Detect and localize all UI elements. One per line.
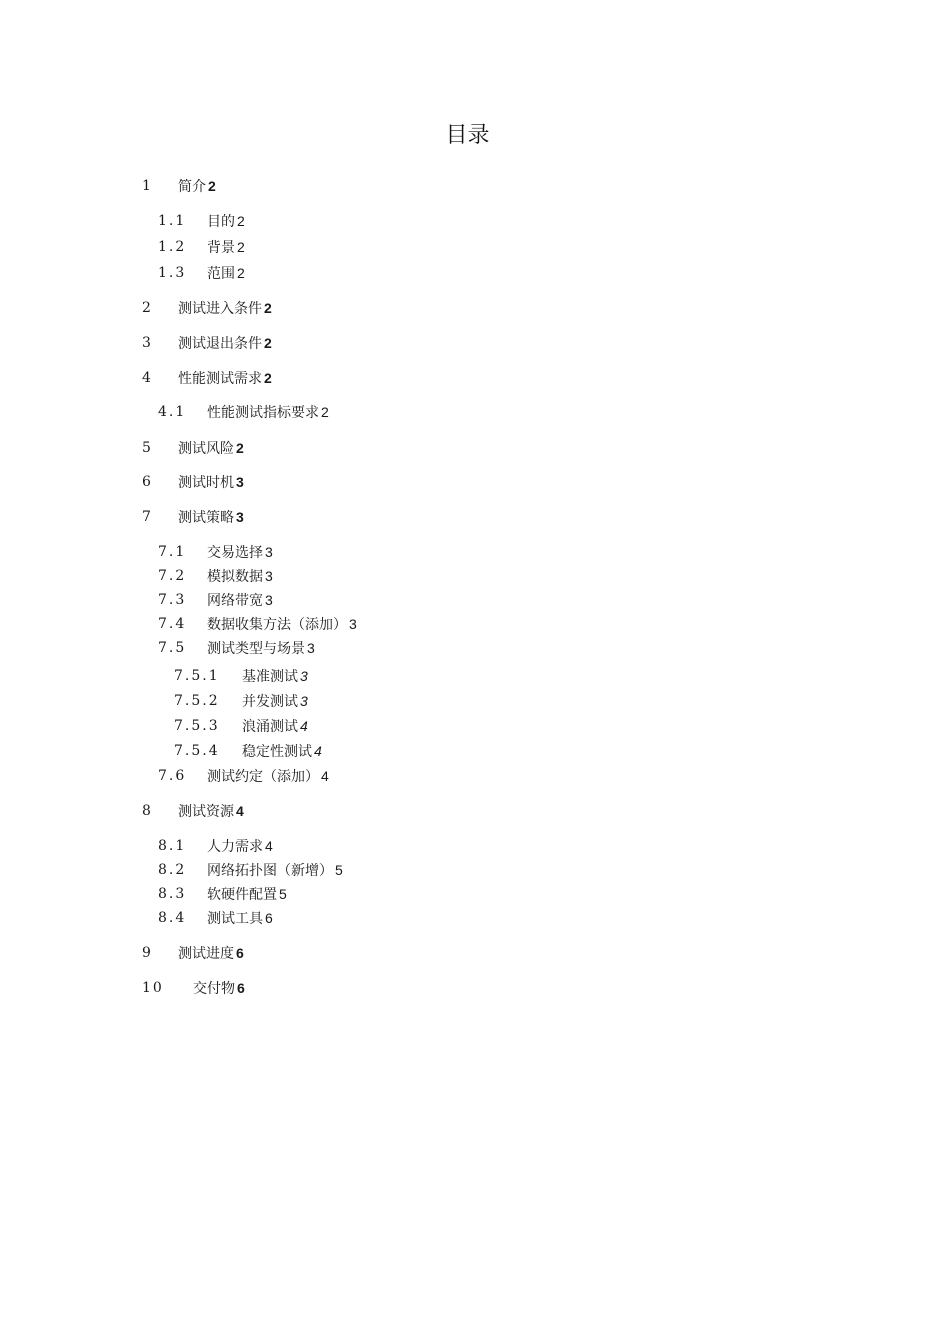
toc-entry-title: 稳定性测试 4	[242, 743, 322, 760]
toc-entry-title: 软硬件配置 5	[207, 886, 287, 903]
toc-entry-number: 10	[142, 980, 164, 996]
toc-entry-number: 8.2	[158, 862, 187, 878]
toc-entry-title: 并发测试 3	[242, 693, 308, 710]
toc-entry-page: 6	[236, 945, 244, 961]
toc-entry-page: 3	[265, 592, 273, 608]
toc-entry-number: 7.6	[158, 768, 187, 784]
toc-entry-page: 3	[236, 474, 244, 490]
toc-entry-number: 7.5.4	[174, 743, 220, 759]
toc-entry-title: 性能测试指标要求 2	[207, 404, 329, 421]
toc-entry-title: 网络拓扑图（新增） 5	[207, 862, 343, 879]
toc-entry-title: 模拟数据 3	[207, 568, 273, 585]
toc-entry-title: 测试进入条件 2	[178, 300, 272, 317]
toc-entry-page: 5	[335, 862, 343, 878]
toc-entry-number: 3	[142, 335, 153, 351]
toc-entry-title: 测试策略 3	[178, 509, 244, 526]
toc-entry-page: 3	[265, 568, 273, 584]
toc-entry-page: 2	[264, 335, 272, 351]
toc-entry-page: 3	[265, 544, 273, 560]
toc-entry-number: 8.1	[158, 838, 187, 854]
toc-entry-number: 5	[142, 440, 153, 456]
toc-entry-page: 4	[265, 838, 273, 854]
toc-entry-title: 范围 2	[207, 265, 245, 282]
toc-entry-number: 7.5.1	[174, 668, 220, 684]
toc-entry-title: 测试工具 6	[207, 910, 273, 927]
toc-entry-number: 9	[142, 945, 153, 961]
toc-entry-number: 7.5.3	[174, 718, 220, 734]
toc-entry-title: 测试资源 4	[178, 803, 244, 820]
toc-entry-page: 4	[300, 718, 308, 734]
toc-entry-number: 4	[142, 370, 153, 386]
toc-entry-page: 3	[307, 640, 315, 656]
toc-entry-number: 8.3	[158, 886, 187, 902]
toc-entry-title: 网络带宽 3	[207, 592, 273, 609]
toc-entry-page: 3	[349, 616, 357, 632]
toc-entry-title: 测试进度 6	[178, 945, 244, 962]
toc-entry-title: 交付物 6	[193, 980, 245, 997]
toc-entry-number: 4.1	[158, 404, 187, 420]
toc-entry-title: 测试约定（添加） 4	[207, 768, 329, 785]
toc-entry-page: 6	[265, 910, 273, 926]
toc-entry-number: 8	[142, 803, 153, 819]
toc-entry-title: 基准测试 3	[242, 668, 308, 685]
toc-entry-title: 目的 2	[207, 213, 245, 230]
toc-entry-title: 背景 2	[207, 239, 245, 256]
toc-entry-title: 数据收集方法（添加） 3	[207, 616, 357, 633]
toc-entry-page: 2	[236, 440, 244, 456]
toc-entry-page: 3	[236, 509, 244, 525]
toc-entry-page: 2	[237, 239, 245, 255]
toc-entry-page: 6	[237, 980, 245, 996]
toc-entry-page: 4	[314, 743, 322, 759]
toc-entry-title: 测试退出条件 2	[178, 335, 272, 352]
toc-entry-page: 3	[300, 693, 308, 709]
toc-entry-number: 6	[142, 474, 153, 490]
toc-entry-title: 浪涌测试 4	[242, 718, 308, 735]
toc-entry-number: 1	[142, 178, 153, 194]
toc-entry-number: 7.5.2	[174, 693, 220, 709]
toc-entry-title: 交易选择 3	[207, 544, 273, 561]
toc-entry-page: 2	[321, 404, 329, 420]
toc-entry-page: 2	[264, 370, 272, 386]
toc-entry-number: 7.5	[158, 640, 187, 656]
toc-entry-page: 2	[208, 178, 216, 194]
toc-entry-title: 测试类型与场景 3	[207, 640, 315, 657]
toc-entry-number: 7.2	[158, 568, 187, 584]
toc-entry-page: 2	[264, 300, 272, 316]
toc-entry-page: 5	[279, 886, 287, 902]
toc-entry-number: 8.4	[158, 910, 187, 926]
toc-entry-number: 7.3	[158, 592, 187, 608]
toc-entry-title: 测试时机 3	[178, 474, 244, 491]
toc-entry-page: 3	[300, 668, 308, 684]
toc-entry-page: 4	[236, 803, 244, 819]
toc-entry-page: 2	[237, 213, 245, 229]
toc-entry-title: 性能测试需求 2	[178, 370, 272, 387]
toc-entry-page: 4	[321, 768, 329, 784]
toc-entry-title: 人力需求 4	[207, 838, 273, 855]
toc-entry-page: 2	[237, 265, 245, 281]
toc-entry-number: 1.2	[158, 239, 187, 255]
toc-entry-number: 7.1	[158, 544, 187, 560]
toc-entry-title: 测试风险 2	[178, 440, 244, 457]
toc-entry-number: 1.3	[158, 265, 187, 281]
toc-entry-number: 1.1	[158, 213, 187, 229]
toc-entry-number: 7.4	[158, 616, 187, 632]
toc-title: 目录	[445, 123, 490, 148]
toc-entry-number: 7	[142, 509, 153, 525]
toc-entry-title: 简介 2	[178, 178, 216, 195]
toc-entry-number: 2	[142, 300, 153, 316]
